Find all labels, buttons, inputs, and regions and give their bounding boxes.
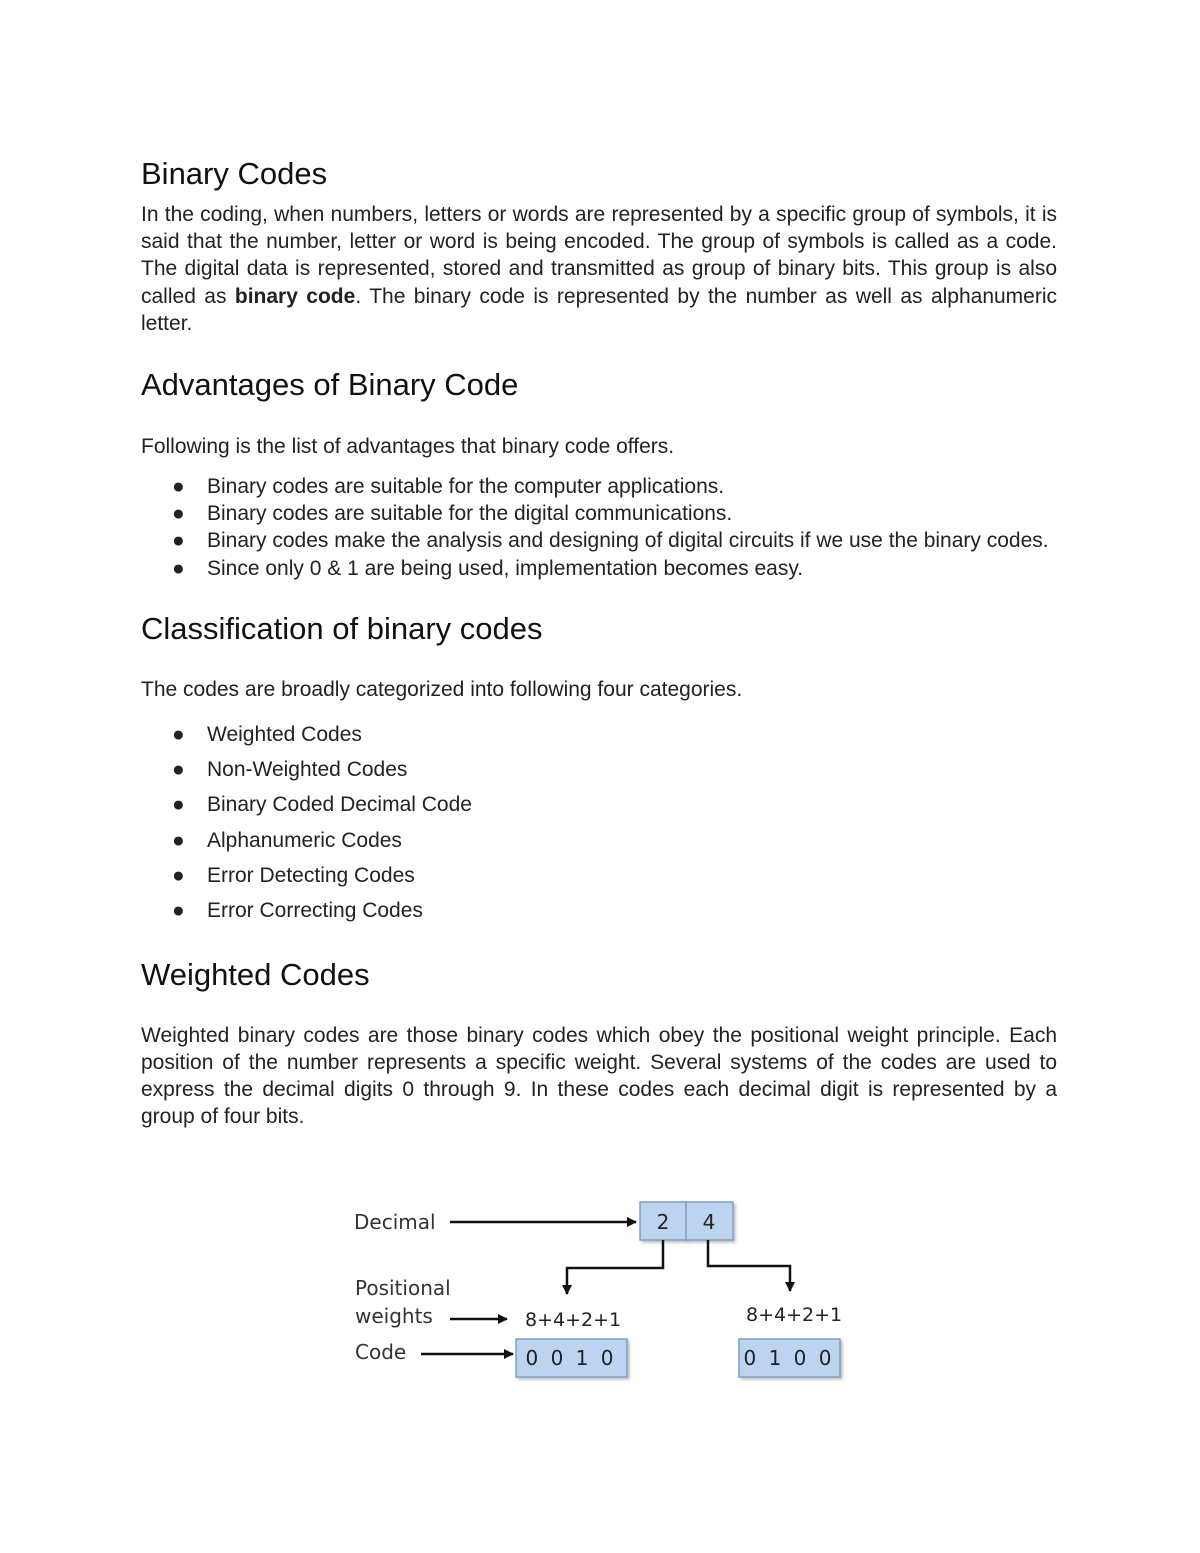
list-item	[141, 823, 1057, 858]
heading-weighted-codes: Weighted Codes	[141, 956, 370, 992]
bullet-icon: ●	[172, 899, 185, 923]
paragraph-text: . The binary code is represented by the number as well as alphanumeric letter.	[141, 284, 1058, 335]
digit-2: 4	[702, 1210, 716, 1234]
bold-term-binary-code: binary code	[234, 284, 356, 308]
bullet-icon: ●	[172, 556, 185, 580]
label-decimal: Decimal	[354, 1210, 436, 1234]
bullet-icon: ●	[172, 529, 185, 553]
paragraph-advantages-intro: Following is the list of advantages that binary code offers.	[141, 435, 675, 459]
weighted-code-diagram	[345, 1195, 855, 1390]
paragraph-classification-intro: The codes are broadly categorized into following four categories.	[141, 677, 743, 701]
list-item	[141, 893, 1057, 928]
list-item	[141, 858, 1057, 893]
list-item-text: Binary codes are suitable for the digital communications.	[207, 502, 733, 526]
list-item	[141, 555, 1057, 582]
list-item	[141, 752, 1057, 787]
bullet-icon: ●	[172, 828, 185, 852]
advantages-list	[141, 473, 1057, 582]
code-1: 0 0 1 0	[525, 1346, 617, 1370]
paragraph-weighted-codes: Weighted binary codes are those binary codes which obey the positional weight principle. Each position of the number represents a specific weight. Several systems of the codes are used to express the decimal digits 0 through 9. In these codes each decimal digit is represented by a group of four bits.	[141, 1023, 1057, 1129]
weights-2: 8+4+2+1	[746, 1304, 843, 1326]
list-item	[141, 717, 1057, 752]
list-item-text: Weighted Codes	[207, 722, 362, 746]
weights-1: 8+4+2+1	[525, 1309, 622, 1331]
document-page	[141, 150, 1057, 1130]
list-item-text: Since only 0 & 1 are being used, implementation becomes easy.	[207, 556, 804, 580]
list-item-text: Binary codes make the analysis and designing of digital circuits if we use the binary codes.	[207, 529, 1049, 553]
digit-1: 2	[656, 1210, 670, 1234]
label-weights: weights	[355, 1304, 433, 1328]
list-item-text: Non-Weighted Codes	[207, 758, 408, 782]
paragraph-binary-codes	[141, 201, 1057, 337]
bullet-icon: ●	[172, 793, 185, 817]
list-item-text: Alphanumeric Codes	[207, 828, 402, 852]
classification-list	[141, 717, 1057, 929]
list-item	[141, 787, 1057, 822]
bullet-icon: ●	[172, 475, 185, 499]
list-item	[141, 473, 1057, 500]
bullet-icon: ●	[172, 502, 185, 526]
bullet-icon: ●	[172, 864, 185, 888]
bullet-icon: ●	[172, 758, 185, 782]
heading-classification: Classification of binary codes	[141, 610, 543, 646]
diagram-svg	[345, 1195, 855, 1390]
list-item-text: Binary Coded Decimal Code	[207, 793, 472, 817]
paragraph-text: In the coding, when numbers, letters or words are represented by a specific group of symbols, it is said that the number, letter or word is being encoded. The group of symbols is called as a code. The digital data is represented, stored and transmitted as group of binary bits. This group is also called as	[141, 203, 1057, 308]
list-item-text: Binary codes are suitable for the computer applications.	[207, 475, 725, 499]
arrow-digit-1-down	[567, 1240, 663, 1294]
heading-binary-codes: Binary Codes	[141, 156, 328, 191]
list-item-text: Error Correcting Codes	[207, 899, 423, 923]
label-code: Code	[355, 1340, 407, 1364]
list-item	[141, 500, 1057, 527]
label-positional: Positional	[355, 1276, 451, 1300]
bullet-icon: ●	[172, 722, 185, 746]
list-item	[141, 527, 1057, 554]
arrow-digit-2-down	[708, 1240, 790, 1291]
code-2: 0 1 0 0	[743, 1346, 835, 1370]
heading-advantages: Advantages of Binary Code	[141, 367, 519, 403]
list-item-text: Error Detecting Codes	[207, 864, 415, 888]
